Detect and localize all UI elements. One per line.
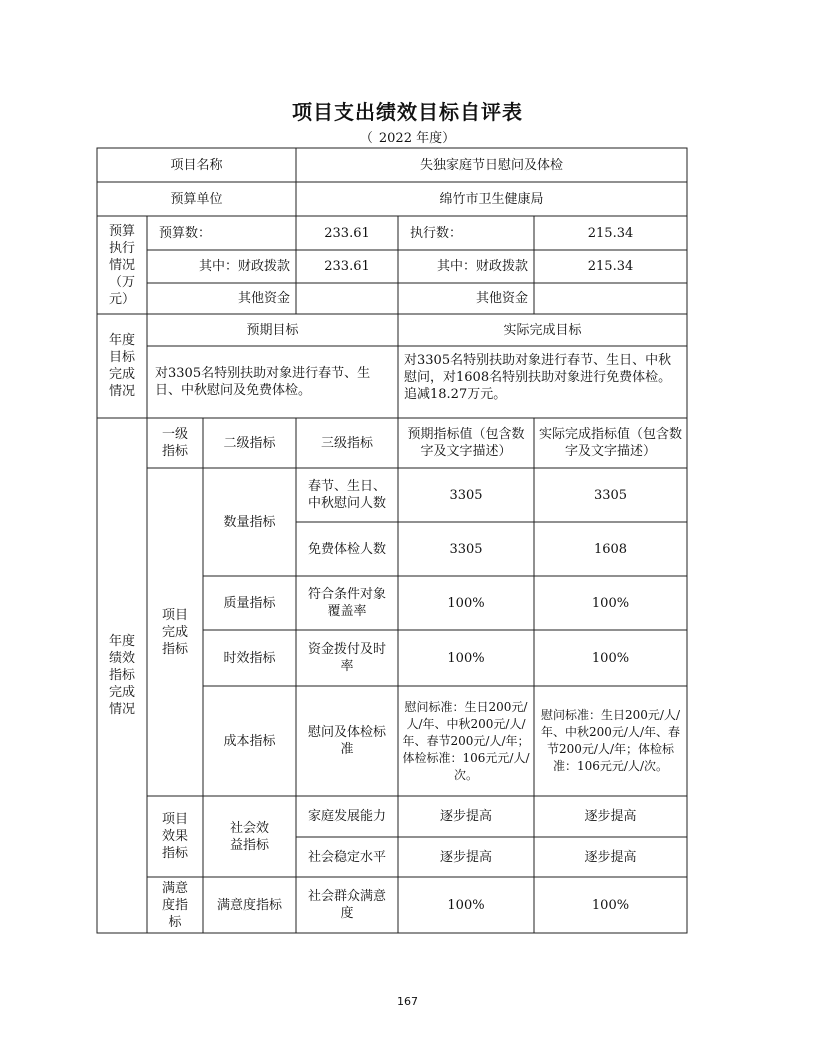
other-budget-value	[296, 283, 398, 314]
row-level3-name: 社会群众满意度	[307, 889, 386, 921]
year-open-paren: （	[359, 131, 373, 146]
page-number: 167	[397, 995, 418, 1008]
row-level3-name: 春节、生日、中秋慰问人数	[307, 479, 386, 511]
row-actual-value: 1608	[593, 541, 628, 557]
level2-quality: 质量指标	[223, 595, 276, 611]
row-actual-value: 慰问标准：生日200元/人/年、中秋200元/人/年、春节200元/人/年；体检标准：106元元/人/次。	[541, 708, 680, 773]
col-expected-header: 预期指标值（包含数字及文字描述）	[407, 427, 525, 459]
expected-goal-header: 预期目标	[246, 322, 299, 338]
col-actual-header: 实际完成指标值（包含数字及文字描述）	[538, 427, 682, 459]
project-name-label: 项目名称	[170, 157, 223, 173]
col-level3-header: 三级指标	[320, 435, 373, 451]
actual-goal-text: 对3305名特别扶助对象进行春节、生日、中秋慰问，对1608名特别扶助对象进行免费体检。追减18.27万元。	[404, 353, 672, 402]
row-level3-name: 社会稳定水平	[307, 849, 386, 865]
budget-section-label: 预算执行情况（万元）	[108, 223, 135, 307]
budget-amount-value: 233.61	[324, 225, 370, 241]
page-title: 项目支出绩效目标自评表	[292, 100, 523, 124]
level2-quantity: 数量指标	[223, 514, 276, 530]
other-exec-label: 其他资金	[475, 291, 528, 306]
row-actual-value: 100%	[591, 650, 630, 666]
row-level3-name: 免费体检人数	[307, 541, 386, 557]
level2-satisfaction: 满意度指标	[216, 897, 282, 913]
actual-goal-header: 实际完成目标	[503, 322, 582, 338]
level2-social: 社会效益指标	[229, 820, 269, 853]
budget-unit-value: 绵竹市卫生健康局	[439, 191, 544, 207]
row-expected-value: 慰问标准：生日200元/人/年、中秋200元/人/年、春节200元/人/年；体检标准：106元元/人/次。	[402, 699, 530, 782]
group-satisfaction-label: 满意度指标	[161, 880, 188, 930]
other-exec-value	[534, 283, 687, 314]
row-expected-value: 3305	[449, 541, 483, 557]
col-level1-header: 一级指标	[161, 427, 188, 459]
row-level3-name: 符合条件对象覆盖率	[307, 587, 386, 619]
row-actual-value: 100%	[591, 897, 630, 913]
row-level3-name: 资金拨付及时率	[307, 642, 386, 674]
row-level3-name: 慰问及体检标准	[307, 725, 386, 757]
fiscal-exec-label: 其中：财政拨款	[436, 259, 528, 274]
exec-amount-label: 执行数：	[410, 225, 463, 241]
level2-timeliness: 时效指标	[223, 650, 276, 666]
row-actual-value: 逐步提高	[584, 809, 637, 824]
group-output-label: 项目完成指标	[161, 607, 188, 657]
col-level2-header: 二级指标	[223, 435, 276, 451]
row-expected-value: 100%	[447, 897, 485, 913]
row-expected-value: 逐步提高	[439, 809, 492, 824]
fiscal-budget-label: 其中：财政拨款	[198, 259, 290, 274]
row-actual-value: 逐步提高	[584, 849, 637, 865]
row-expected-value: 3305	[449, 487, 483, 503]
fiscal-budget-value: 233.61	[324, 259, 370, 274]
budget-amount-label: 预算数：	[159, 225, 212, 241]
exec-amount-value: 215.34	[587, 225, 634, 241]
row-level3-name: 家庭发展能力	[307, 809, 386, 824]
level2-cost: 成本指标	[223, 733, 276, 749]
annual-goal-section-label: 年度目标完成情况	[108, 333, 135, 399]
expected-goal-text: 对3305名特别扶助对象进行春节、生日、中秋慰问及免费体检。	[155, 366, 371, 398]
row-actual-value: 100%	[591, 595, 630, 611]
row-actual-value: 3305	[593, 487, 628, 503]
budget-unit-label: 预算单位	[170, 191, 223, 207]
other-budget-label: 其他资金	[237, 291, 290, 306]
fiscal-exec-value: 215.34	[587, 259, 634, 274]
row-expected-value: 100%	[447, 650, 485, 666]
indicators-section-label: 年度绩效指标完成情况	[109, 634, 136, 717]
group-effect-label: 项目效果指标	[161, 812, 188, 861]
row-expected-value: 100%	[447, 595, 485, 611]
year-text: 2022 年度）	[378, 131, 456, 146]
project-name-value: 失独家庭节日慰问及体检	[419, 157, 563, 173]
row-expected-value: 逐步提高	[439, 849, 492, 865]
